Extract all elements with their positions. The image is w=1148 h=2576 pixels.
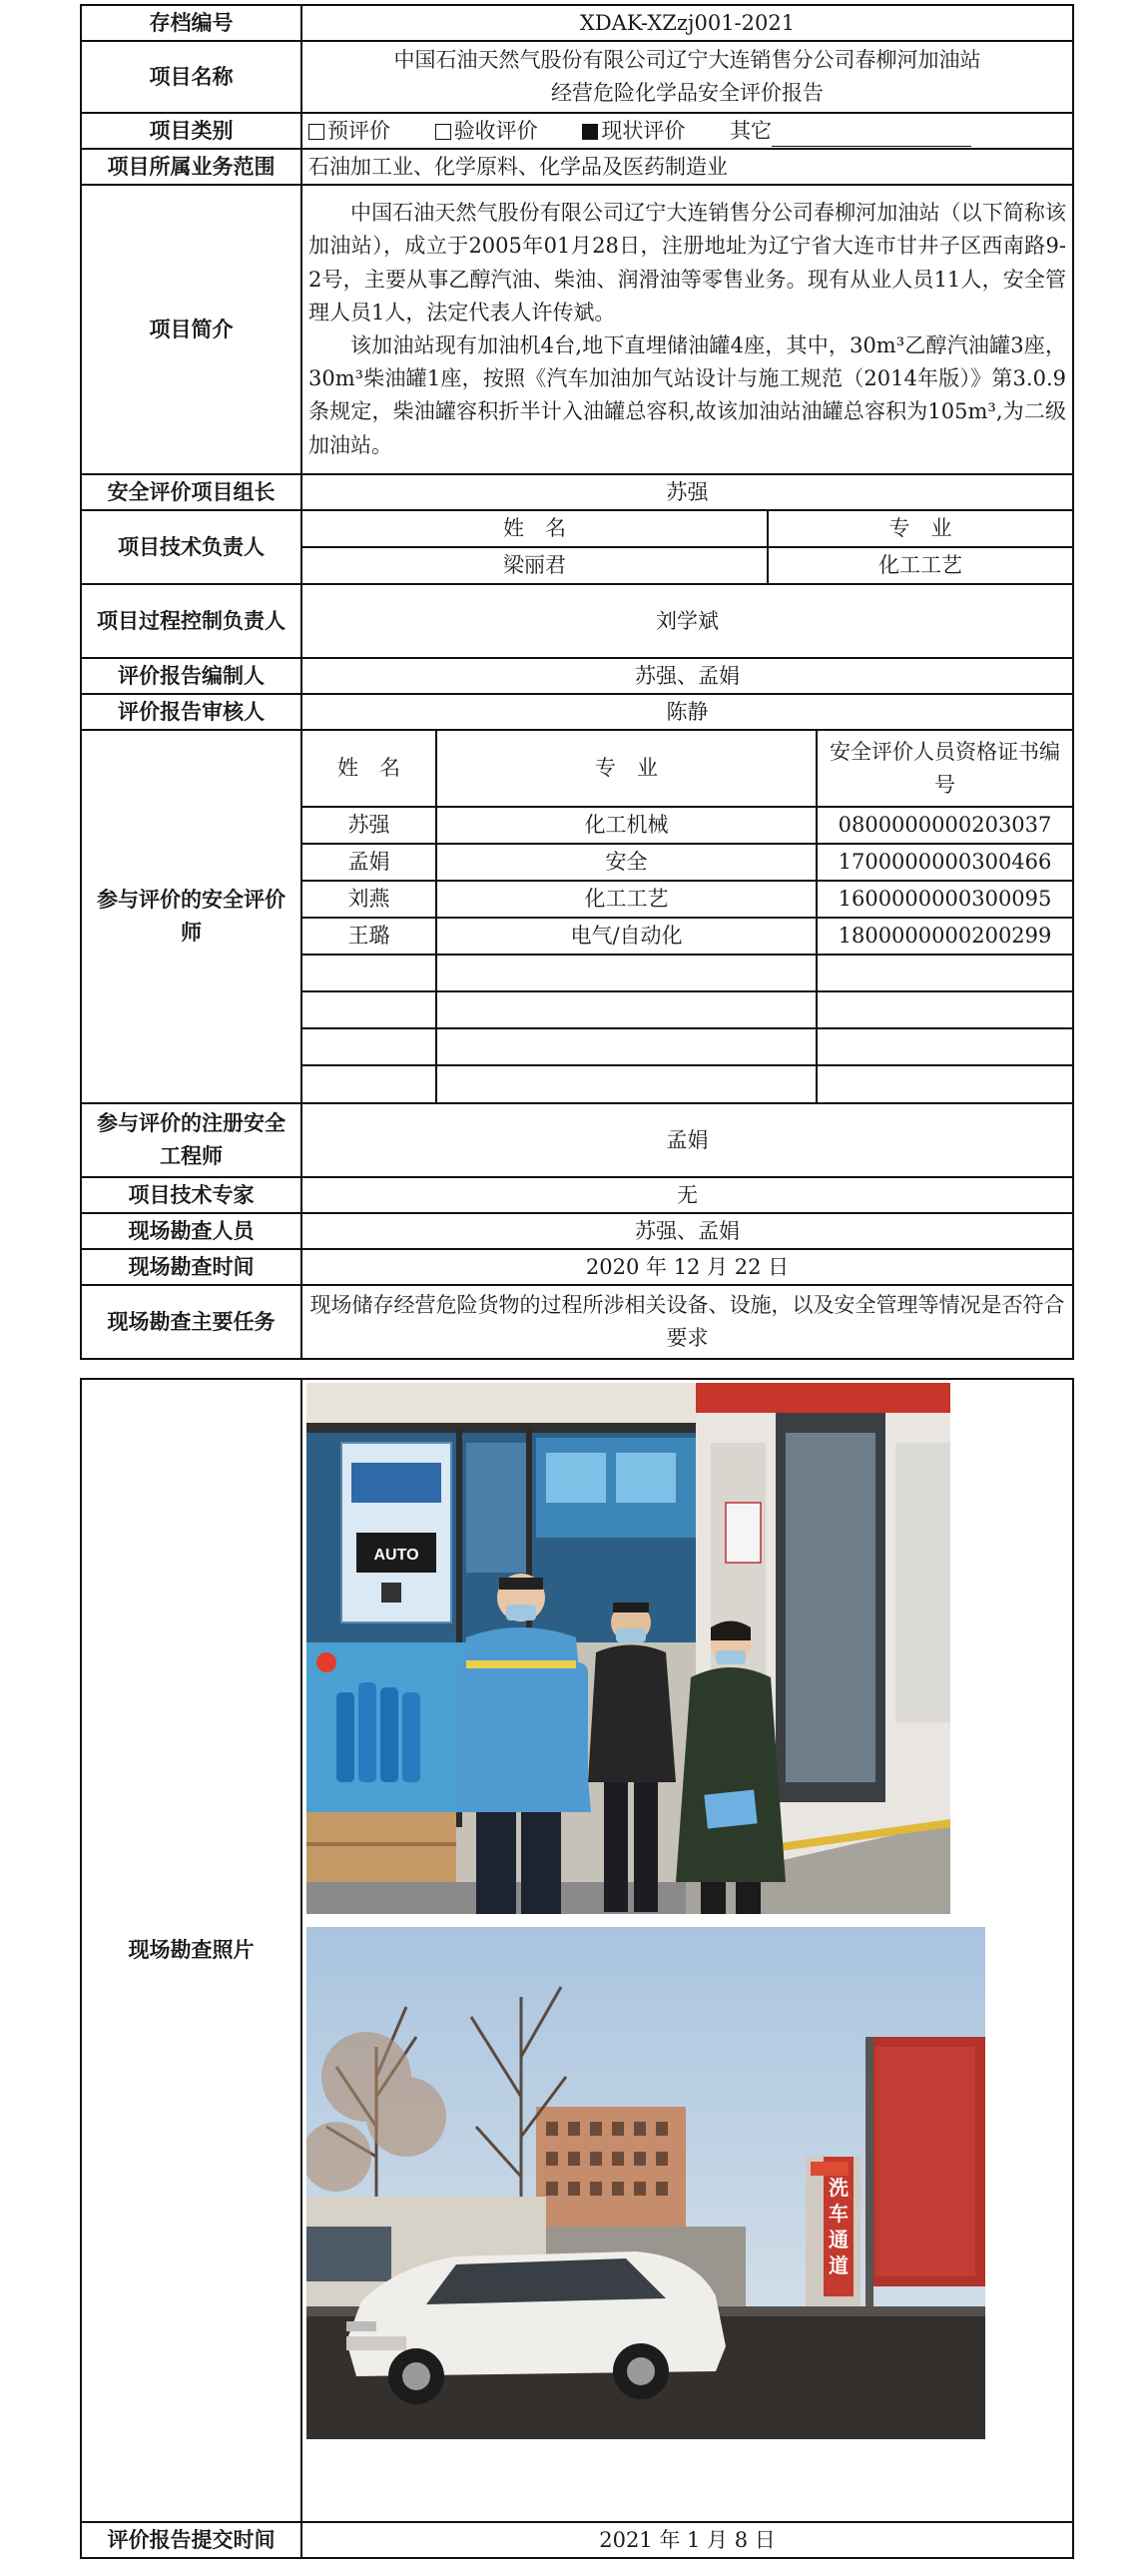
evaluator-name [302, 1028, 436, 1065]
tech-lead-major-header: 专 业 [768, 511, 1072, 547]
evaluator-cert: 0800000000203037 [817, 807, 1072, 844]
compiler-label: 评价报告编制人 [81, 658, 301, 694]
other-underline [772, 124, 971, 147]
expert-label: 项目技术专家 [81, 1177, 301, 1213]
wash-sign-char-3: 通 [829, 2228, 849, 2252]
site-photo-car [306, 1927, 985, 2439]
project-type-label: 项目类别 [81, 113, 301, 149]
checked-checkbox-icon [582, 124, 598, 140]
evaluator-name: 王璐 [302, 918, 436, 955]
process-lead-label: 项目过程控制负责人 [81, 584, 301, 658]
checkbox-icon [435, 124, 451, 140]
evaluator-cert: 1600000000300095 [817, 881, 1072, 918]
expert-value: 无 [301, 1177, 1073, 1213]
wash-sign-char-4: 道 [829, 2254, 849, 2277]
wash-sign-char-1: 洗 [829, 2176, 849, 2200]
process-lead-value: 刘学斌 [301, 584, 1073, 658]
survey-staff-label: 现场勘查人员 [81, 1213, 301, 1249]
option-status-eval[interactable]: 现状评价 [582, 119, 685, 143]
poster-sign-text: AUTO [373, 1547, 419, 1564]
archive-value: XDAK-XZzj001-2021 [301, 5, 1073, 41]
evaluator-name: 苏强 [302, 807, 436, 844]
evaluator-major [436, 991, 817, 1028]
evaluator-name [302, 955, 436, 991]
intro-label: 项目简介 [81, 185, 301, 474]
evaluators-table [302, 731, 1072, 1102]
survey-staff-value: 苏强、孟娟 [301, 1213, 1073, 1249]
site-photo-people [306, 1383, 950, 1914]
tech-lead-table [302, 511, 1072, 583]
info-table [80, 4, 1074, 1360]
evaluators-cell [301, 730, 1073, 1103]
site-photo-car-svg [306, 1927, 985, 2439]
evaluator-major [436, 955, 817, 991]
option-pre-eval[interactable]: 预评价 [308, 119, 390, 143]
evaluator-name: 刘燕 [302, 881, 436, 918]
evaluator-name: 孟娟 [302, 844, 436, 881]
team-leader-value: 苏强 [301, 474, 1073, 510]
business-scope-label: 项目所属业务范围 [81, 149, 301, 185]
team-leader-label: 安全评价项目组长 [81, 474, 301, 510]
reviewer-label: 评价报告审核人 [81, 694, 301, 730]
evaluator-cert: 1700000000300466 [817, 844, 1072, 881]
evaluator-major: 化工机械 [436, 807, 817, 844]
intro-paragraph-1: 中国石油天然气股份有限公司辽宁大连销售分公司春柳河加油站（以下简称该加油站），成立于2005年01月28日，注册地址为辽宁省大连市甘井子区西南路9-2号，主要从事乙醇汽油、柴油、润滑油等零售业务。现有从业人员11人，安全管理人员1人，法定代表人许传斌。 [308, 201, 1066, 324]
tech-lead-major: 化工工艺 [878, 553, 962, 578]
tech-lead-name: 梁丽君 [302, 547, 768, 583]
project-name-line1: 中国石油天然气股份有限公司辽宁大连销售分公司春柳河加油站 [393, 48, 981, 73]
project-name-value [301, 41, 1073, 113]
checkbox-icon [308, 124, 324, 140]
reviewer-value: 陈静 [301, 694, 1073, 730]
wash-sign-char-2: 车 [829, 2202, 849, 2226]
survey-time-label: 现场勘查时间 [81, 1249, 301, 1285]
compiler-value: 苏强、孟娟 [301, 658, 1073, 694]
site-photo-people-svg [306, 1383, 950, 1914]
survey-task-label: 现场勘查主要任务 [81, 1285, 301, 1359]
project-name-line2: 经营危险化学品安全评价报告 [551, 81, 824, 105]
reg-engineer-value: 孟娟 [301, 1103, 1073, 1177]
evaluator-cert [817, 1028, 1072, 1065]
evaluator-name-header: 姓 名 [302, 731, 436, 807]
survey-time-value: 2020 年 12 月 22 日 [301, 1249, 1073, 1285]
evaluator-major: 化工工艺 [436, 881, 817, 918]
project-type-options [301, 113, 1073, 149]
project-name-label: 项目名称 [81, 41, 301, 113]
reg-engineer-label: 参与评价的注册安全工程师 [81, 1103, 301, 1177]
business-scope-value: 石油加工业、化学原料、化学品及医药制造业 [301, 149, 1073, 185]
evaluator-major [436, 1028, 817, 1065]
photos-label: 现场勘查照片 [81, 1379, 301, 2522]
evaluator-major: 安全 [436, 844, 817, 881]
evaluator-cert [817, 1065, 1072, 1102]
survey-task-value: 现场储存经营危险货物的过程所涉相关设备、设施，以及安全管理等情况是否符合要求 [301, 1285, 1073, 1359]
submit-time-value: 2021 年 1 月 8 日 [301, 2522, 1073, 2558]
evaluator-name [302, 1065, 436, 1102]
evaluator-cert [817, 991, 1072, 1028]
option-acceptance-eval[interactable]: 验收评价 [435, 119, 538, 143]
evaluator-cert [817, 955, 1072, 991]
evaluator-cert-header: 安全评价人员资格证书编号 [817, 731, 1072, 807]
intro-paragraph-2: 该加油站现有加油机4台,地下直埋储油罐4座，其中，30m³乙醇汽油罐3座，30m³柴油罐1座，按照《汽车加油加气站设计与施工规范（2014年版）》第3.0.9条规定，柴油罐容积折半计入油罐总容积,故该加油站油罐总容积为105m³,为二级加油站。 [308, 333, 1066, 457]
tech-lead-name-header: 姓 名 [302, 511, 768, 547]
evaluator-major [436, 1065, 817, 1102]
tech-lead-cell [301, 510, 1073, 584]
evaluator-major-header: 专 业 [436, 731, 817, 807]
archive-label: 存档编号 [81, 5, 301, 41]
evaluator-cert: 1800000000200299 [817, 918, 1072, 955]
intro-text [301, 185, 1073, 474]
evaluator-name [302, 991, 436, 1028]
evaluator-major: 电气/自动化 [436, 918, 817, 955]
submit-time-label: 评价报告提交时间 [81, 2522, 301, 2558]
option-other: 其它 [730, 119, 971, 143]
evaluators-label: 参与评价的安全评价师 [81, 730, 301, 1103]
tech-lead-label: 项目技术负责人 [81, 510, 301, 584]
